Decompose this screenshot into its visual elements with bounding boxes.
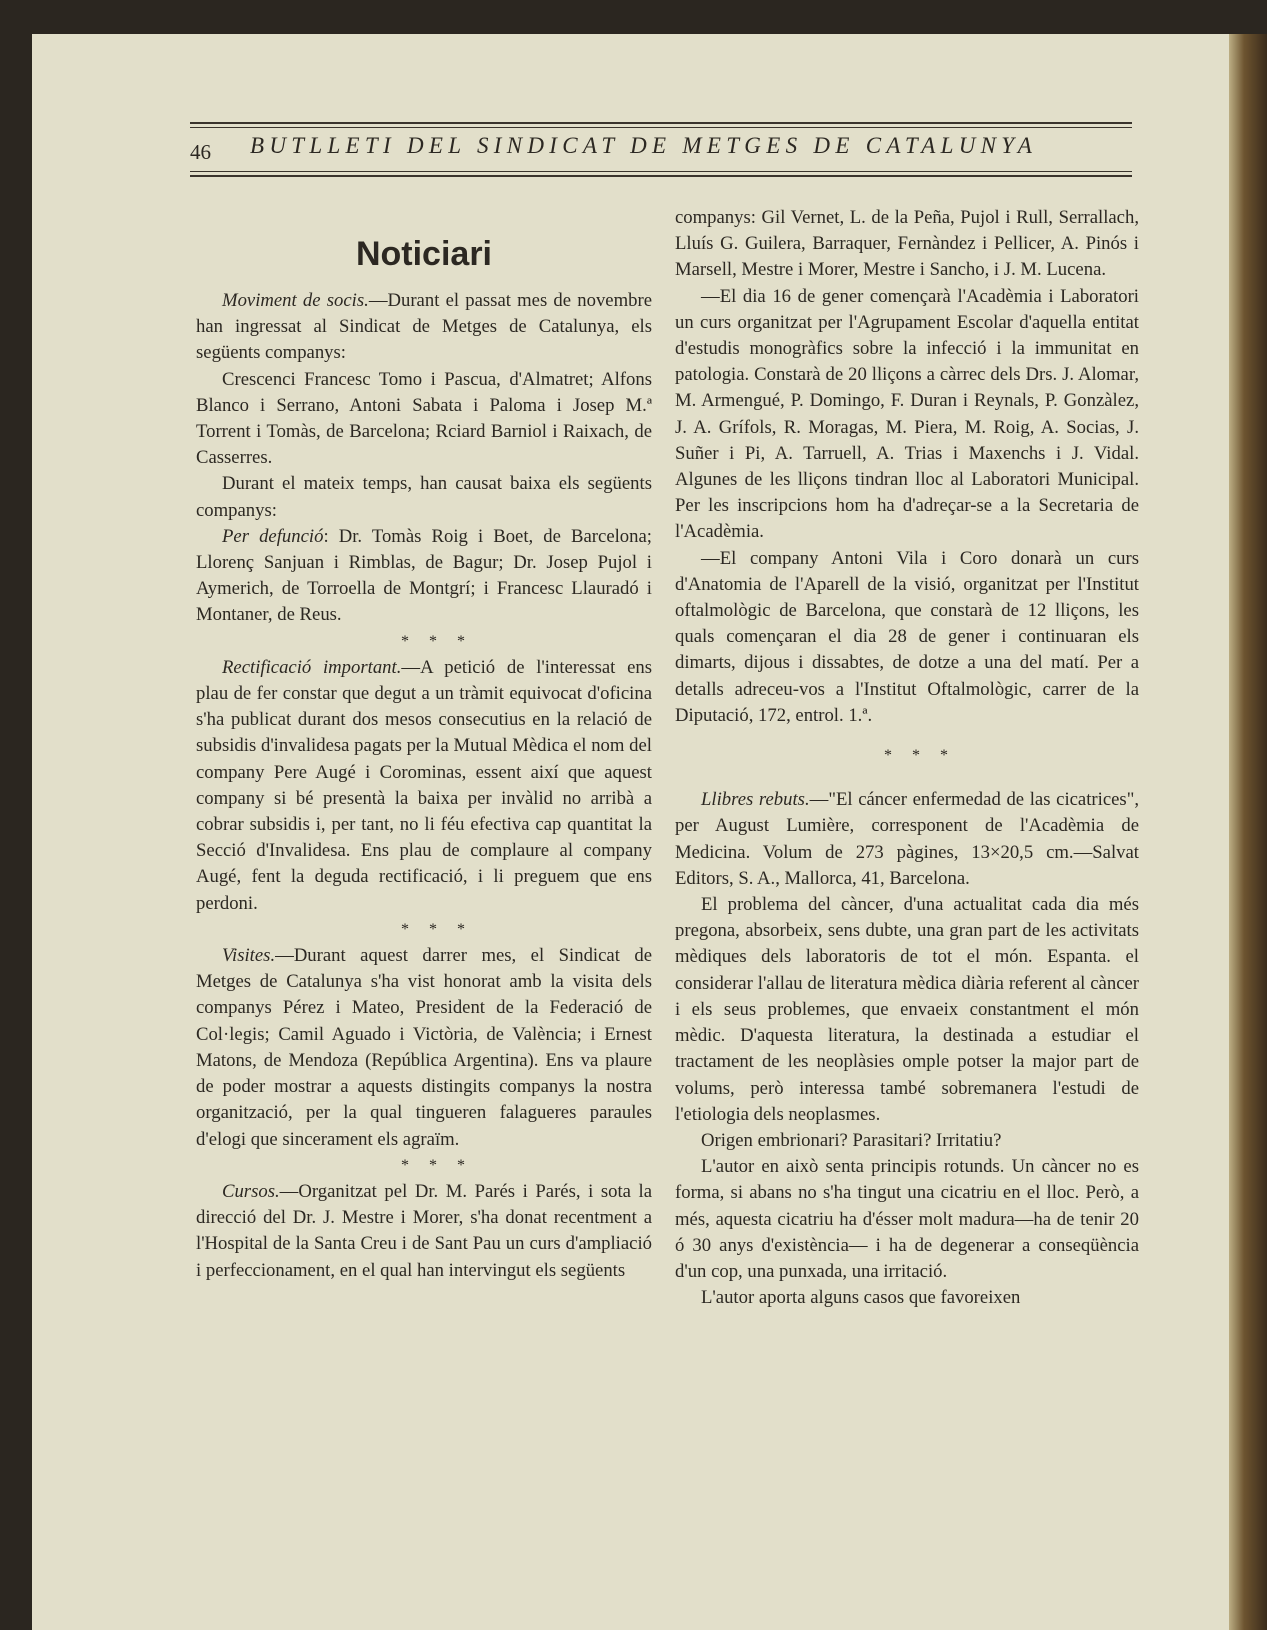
paragraph-llibres-rebuts xyxy=(675,787,1139,892)
paragraph-cursos-cont: companys: Gil Vernet, L. de la Peña, Pujol i Rull, Serrallach, Lluís G. Guilera, Barraquer, Fernàndez i Pellicer, A. Pinós i Marsell, Mestre i Morer, Mestre i Sancho, i J. M. Lucena. xyxy=(675,207,1139,281)
header-rule-top-thin xyxy=(190,127,1132,128)
lead-visites: Visites. xyxy=(222,945,276,967)
paragraph-defuncio xyxy=(196,524,652,629)
paragraph-new-members: Crescenci Francesc Tomo i Pascua, d'Almatret; Alfons Blanco i Serrano, Antoni Sabata i Paloma i Josep M.ª Torrent i Tomàs, de Barcelona; Rciard Barniol i Raixach, de Casserres. xyxy=(196,368,652,469)
lead-cursos: Cursos. xyxy=(222,1180,280,1202)
paragraph-anatomia-curs: —El company Antoni Vila i Coro donarà un curs d'Anatomia de l'Aparell de la visió, organitzat per l'Institut oftalmològic de Barcelona, que constarà de 12 lliçons, les quals començaran el dia 28 de gener i continuaran els dimarts, dijous i dissabtes, de dotze a una del matí. Per a detalls adreceu-vos a l'Institut Oftalmològic, carrer de la Diputació, 172, entrol. 1.ª. xyxy=(675,547,1139,726)
text-moviment-socis: —Durant el passat mes de novembre han ingressat al Sindicat de Metges de Catalunya, els següents companys: xyxy=(196,290,652,364)
paragraph-origen: Origen embrionari? Parasitari? Irritatiu? xyxy=(701,1129,1002,1151)
header-rule-bottom xyxy=(190,175,1132,177)
header-rule-top xyxy=(190,122,1132,124)
left-column xyxy=(196,222,652,1284)
header-rule-bottom-thin xyxy=(190,171,1132,172)
text-defuncio: : Dr. Tomàs Roig i Boet, de Barcelona; Llorenç Sanjuan i Rimblas, de Bagur; Dr. Josep Pujol i Aymerich, de Torroella de Montgrí; i Francesc Llauradó i Montaner, de Reus. xyxy=(196,525,652,626)
page-binding-edge xyxy=(1229,34,1267,1630)
lead-moviment-socis: Moviment de socis. xyxy=(222,290,369,311)
paragraph-autor-casos: L'autor aporta alguns casos que favoreixen xyxy=(701,1287,1021,1309)
running-title: BUTLLETI DEL SINDICAT DE METGES DE CATALUNYA xyxy=(250,133,1038,158)
text-rectificacio: —A petició de l'interessat ens plau de fer constar que degut a un tràmit equivocat d'oficina s'ha publicat durant dos mesos consecutius en la relació de subsidis d'invalidesa pagats per la Mutual Mèdica el nom del company Pere Augé i Corominas, essent així que aquest company si bé presentà la baixa per invàlid no arribà a cobrar subsidis i, per tant, no li féu efectiva cap quantitat la Secció d'Invalidesa. Ens plau de complaure al company Augé, fent la deguda rectificació, i li preguem que ens perdoni. xyxy=(196,656,652,914)
separator: * * * xyxy=(401,632,473,650)
section-title: Noticiari xyxy=(355,235,493,273)
lead-llibres-rebuts: Llibres rebuts. xyxy=(701,789,810,811)
text-visites: —Durant aquest darrer mes, el Sindicat de Metges de Catalunya s'ha vist honorat amb la visita dels companys Pérez i Mateo, President de la Federació de Col·legis; Camil Aguado i Victòria, de València; i Ernest Matons, de Mendoza (República Argentina). Ens va plaure de poder mostrar a aquests distingits companys la nostra organització, per la qual tingueren falagueres paraules d'elogi que sincerament els agraïm. xyxy=(196,945,652,1150)
paragraph-moviment-socis xyxy=(196,288,652,367)
separator: * * * xyxy=(884,747,956,765)
text-cursos: —Organitzat pel Dr. M. Parés i Parés, i sota la direcció del Dr. J. Mestre i Morer, s'ha donat recentment a l'Hospital de la Santa Creu i de Sant Pau un curs d'ampliació i perfeccionament, en el qual han intervingut els següents xyxy=(196,1180,652,1281)
paragraph-problema-cancer: El problema del càncer, d'una actualitat cada dia més pregona, absorbeix, sens dubte, una gran part de les activitats mèdiques dels laboratoris de tot el món. Espanta. el considerar l'allau de literatura mèdica diària referent al càncer i els seus problemes, que envaeix constantment el món mèdic. D'aquesta literatura, la destinada a estudiar el tractament de les neoplàsies omple potser la major part de volums, però interessa també sobremanera l'estudi de l'etiologia dels neoplasmes. xyxy=(675,894,1139,1125)
right-column xyxy=(675,205,1139,1311)
paragraph-academia-curs: —El dia 16 de gener començarà l'Acadèmia i Laboratori un curs organitzat per l'Agrupament Escolar d'aquella entitat d'estudis monogràfics sobre la infecció i la immunitat en patologia. Constarà de 20 lliçons a càrrec dels Drs. J. Alomar, M. Armengué, P. Domingo, F. Duran i Reynals, P. Gonzàlez, J. A. Grífols, R. Moragas, M. Piera, M. Roig, A. Socias, J. Suñer i Pi, A. Tarruell, A. Trias i Maxenchs i J. Vidal. Algunes de les lliçons tindran lloc al Laboratori Municipal. Per les inscripcions hom ha d'adreçar-se a la Secretaria de l'Acadèmia. xyxy=(675,285,1139,543)
paragraph-visites xyxy=(196,943,652,1153)
paragraph-baixes-intro: Durant el mateix temps, han causat baixa els següents companys: xyxy=(196,473,652,521)
separator: * * * xyxy=(401,1156,473,1174)
paragraph-rectificacio xyxy=(196,655,652,917)
paragraph-cursos xyxy=(196,1179,652,1284)
text-llibres-rebuts: —"El cáncer enfermedad de las cicatrices", per August Lumière, corresponent de l'Acadèmia de Medicina. Volum de 273 pàgines, 13×20,5 cm.—Salvat Editors, S. A., Mallorca, 41, Barcelona. xyxy=(675,789,1139,889)
lead-defuncio: Per defunció xyxy=(222,525,324,547)
separator: * * * xyxy=(401,920,473,938)
paragraph-autor-principis: L'autor en això senta principis rotunds. Un càncer no es forma, si abans no s'ha tingut una cicatriu en el lloc. Però, a més, aquesta cicatriu ha d'ésser molt madura—ha de tenir 20 ó 30 anys d'existència— i ha de degenerar a conseqüència d'un cop, una punxada, una irritació. xyxy=(675,1156,1139,1282)
lead-rectificacio: Rectificació important. xyxy=(222,656,402,678)
page-number: 46 xyxy=(190,140,211,164)
